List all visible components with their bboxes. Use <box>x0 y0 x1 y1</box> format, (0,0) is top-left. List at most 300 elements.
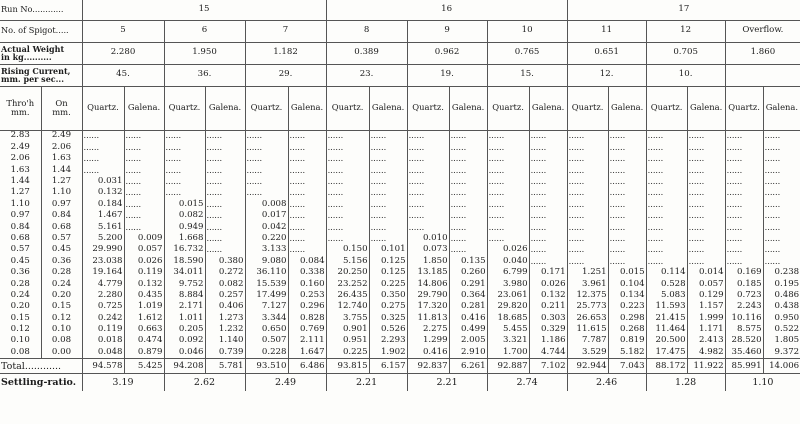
galena-cell: 0.828 <box>288 313 326 324</box>
quartz-cell: 18.590 <box>164 256 205 267</box>
galena-cell: ...... <box>449 210 487 221</box>
galena-cell: 0.435 <box>124 290 164 301</box>
table-row <box>0 256 800 267</box>
galena-cell: ...... <box>205 165 245 176</box>
quartz-cell: ...... <box>82 130 124 142</box>
galena-cell: ...... <box>763 222 800 233</box>
settling-label: Settling-ratio. <box>1 377 77 389</box>
thro-cell: 0.57 <box>10 244 30 255</box>
galena-header: Galena. <box>529 86 567 130</box>
galena-cell: 0.015 <box>608 267 646 278</box>
quartz-cell: ...... <box>725 176 763 187</box>
quartz-cell: ...... <box>487 176 529 187</box>
galena-cell: ...... <box>763 142 800 153</box>
quartz-cell: ...... <box>326 176 369 187</box>
quartz-cell: 9.752 <box>164 279 205 290</box>
table-row <box>0 176 800 187</box>
galena-cell: ...... <box>124 153 164 164</box>
galena-header: Galena. <box>205 86 245 130</box>
galena-cell: ...... <box>124 130 164 142</box>
galena-cell: 1.232 <box>205 324 245 335</box>
galena-cell: ...... <box>529 187 567 198</box>
quartz-header: Quartz. <box>725 86 763 130</box>
quartz-header: Quartz. <box>567 86 608 130</box>
table-row <box>0 347 800 359</box>
galena-cell: ...... <box>763 210 800 221</box>
table-row <box>0 336 800 347</box>
rising-current-row <box>0 64 800 86</box>
spigot-8: 8 <box>326 20 407 42</box>
quartz-cell: ...... <box>82 142 124 153</box>
galena-cell: ...... <box>608 244 646 255</box>
galena-cell: 0.526 <box>369 324 407 335</box>
on-cell: 0.84 <box>41 210 82 221</box>
quartz-cell: ...... <box>567 244 608 255</box>
on-cell: 1.44 <box>41 165 82 176</box>
quartz-cell: 17.475 <box>646 347 687 359</box>
galena-cell: 1.612 <box>124 313 164 324</box>
rising-value: 29. <box>245 64 326 86</box>
galena-cell: 0.416 <box>449 313 487 324</box>
on-cell: 0.10 <box>41 324 82 335</box>
galena-cell: ...... <box>124 210 164 221</box>
galena-cell: ...... <box>608 199 646 210</box>
quartz-cell: 0.046 <box>164 347 205 359</box>
quartz-cell: 14.806 <box>407 279 449 290</box>
galena-cell: 0.260 <box>449 267 487 278</box>
galena-cell: 0.225 <box>369 279 407 290</box>
thro-cell: 0.45 <box>10 255 30 266</box>
run-17: 17 <box>567 0 800 20</box>
quartz-cell: 11.615 <box>567 324 608 335</box>
thro-cell: 1.44 <box>10 176 30 186</box>
galena-cell: 0.291 <box>449 279 487 290</box>
quartz-cell: ...... <box>725 130 763 142</box>
galena-cell: 0.281 <box>449 301 487 312</box>
quartz-cell: ...... <box>326 142 369 153</box>
quartz-cell: ...... <box>82 165 124 176</box>
quartz-cell: ...... <box>567 165 608 176</box>
quartz-cell: ...... <box>646 176 687 187</box>
thro-cell: 0.20 <box>10 301 30 312</box>
rising-value: 12. <box>567 64 646 86</box>
on-cell: 1.10 <box>41 187 82 198</box>
galena-cell: ...... <box>369 153 407 164</box>
quartz-cell: ...... <box>245 165 288 176</box>
quartz-cell: 3.529 <box>567 347 608 359</box>
galena-cell: 0.486 <box>763 290 800 301</box>
column-header-row <box>0 86 800 130</box>
galena-cell: 2.005 <box>449 336 487 347</box>
galena-cell: ...... <box>687 176 725 187</box>
weight-value: 1.950 <box>164 42 245 64</box>
on-cell: 1.63 <box>41 153 82 164</box>
galena-cell: 4.744 <box>529 347 567 359</box>
table-row <box>0 324 800 335</box>
galena-header: Galena. <box>608 86 646 130</box>
galena-cell: ...... <box>124 199 164 210</box>
quartz-cell: 0.031 <box>82 176 124 187</box>
quartz-cell: ...... <box>407 130 449 142</box>
quartz-cell: 0.114 <box>646 267 687 278</box>
thro-cell: 0.28 <box>10 278 30 289</box>
total-cell: 92.887 <box>487 359 529 374</box>
quartz-cell: 0.528 <box>646 279 687 290</box>
table-row <box>0 279 800 290</box>
rising-label-line-1: Rising Current, <box>1 65 71 76</box>
spigot-9: 9 <box>407 20 487 42</box>
galena-cell: 0.057 <box>124 244 164 255</box>
quartz-cell: ...... <box>326 130 369 142</box>
quartz-cell: ...... <box>326 199 369 210</box>
quartz-cell: 0.073 <box>407 244 449 255</box>
rising-value: 23. <box>326 64 407 86</box>
galena-cell: ...... <box>124 222 164 233</box>
quartz-cell: 1.668 <box>164 233 205 244</box>
quartz-cell: 11.813 <box>407 313 449 324</box>
galena-cell: ...... <box>529 153 567 164</box>
galena-cell: 0.132 <box>529 290 567 301</box>
quartz-cell: 0.725 <box>82 301 124 312</box>
quartz-header: Quartz. <box>245 86 288 130</box>
rising-value <box>725 64 800 86</box>
quartz-cell: 0.017 <box>245 210 288 221</box>
quartz-cell: ...... <box>487 210 529 221</box>
rising-value: 19. <box>407 64 487 86</box>
quartz-cell: ...... <box>487 199 529 210</box>
quartz-cell: ...... <box>407 199 449 210</box>
galena-cell: ...... <box>608 142 646 153</box>
galena-cell: ...... <box>449 187 487 198</box>
galena-cell: ...... <box>763 199 800 210</box>
settling-value: 2.46 <box>567 374 646 392</box>
total-cell: 93.815 <box>326 359 369 374</box>
quartz-cell: 13.185 <box>407 267 449 278</box>
thro-cell: 0.36 <box>10 267 30 278</box>
rising-value: 15. <box>487 64 567 86</box>
galena-cell: 0.253 <box>288 290 326 301</box>
galena-cell: 0.026 <box>124 256 164 267</box>
galena-cell: ...... <box>449 142 487 153</box>
galena-cell: 0.132 <box>124 279 164 290</box>
quartz-cell: ...... <box>646 244 687 255</box>
quartz-header: Quartz. <box>646 86 687 130</box>
quartz-cell: 7.127 <box>245 301 288 312</box>
galena-cell: 2.293 <box>369 336 407 347</box>
quartz-cell: 0.010 <box>407 233 449 244</box>
quartz-cell: 26.653 <box>567 313 608 324</box>
galena-cell: 0.663 <box>124 324 164 335</box>
galena-cell: 5.182 <box>608 347 646 359</box>
quartz-cell: 9.080 <box>245 256 288 267</box>
weight-value: 0.389 <box>326 42 407 64</box>
total-cell: 6.486 <box>288 359 326 374</box>
table-row <box>0 130 800 142</box>
galena-cell: 0.125 <box>369 267 407 278</box>
quartz-cell: ...... <box>725 244 763 255</box>
weight-row <box>0 42 800 64</box>
quartz-cell: 20.500 <box>646 336 687 347</box>
quartz-cell: ...... <box>646 256 687 267</box>
run-no-label: Run No............ <box>0 0 82 20</box>
on-cell: 0.15 <box>41 301 82 312</box>
on-cell: 0.00 <box>41 347 82 359</box>
quartz-cell: 3.133 <box>245 244 288 255</box>
quartz-cell: ...... <box>487 187 529 198</box>
quartz-cell: 35.460 <box>725 347 763 359</box>
on-cell: 0.20 <box>41 290 82 301</box>
quartz-cell: 2.275 <box>407 324 449 335</box>
quartz-cell: ...... <box>407 153 449 164</box>
galena-cell: ...... <box>763 244 800 255</box>
thro-cell: 2.49 <box>10 141 30 152</box>
galena-cell: ...... <box>608 233 646 244</box>
galena-cell: ...... <box>124 165 164 176</box>
thro-cell: 2.06 <box>10 153 30 164</box>
galena-cell: ...... <box>369 165 407 176</box>
quartz-cell: ...... <box>164 187 205 198</box>
galena-cell: 0.474 <box>124 336 164 347</box>
thro-cell: 0.84 <box>10 221 30 232</box>
quartz-cell: ...... <box>567 187 608 198</box>
quartz-cell: 0.040 <box>487 256 529 267</box>
quartz-cell: 3.344 <box>245 313 288 324</box>
thro-cell: 0.15 <box>10 312 30 323</box>
quartz-cell: 3.321 <box>487 336 529 347</box>
on-cell: 0.08 <box>41 336 82 347</box>
quartz-cell: ...... <box>646 187 687 198</box>
galena-cell: ...... <box>687 256 725 267</box>
table-row <box>0 267 800 278</box>
quartz-cell: ...... <box>407 176 449 187</box>
quartz-cell: 11.593 <box>646 301 687 312</box>
galena-cell: ...... <box>449 165 487 176</box>
galena-cell: ...... <box>687 222 725 233</box>
total-label: Total............ <box>0 359 82 374</box>
total-cell: 94.578 <box>82 359 124 374</box>
galena-header: Galena. <box>369 86 407 130</box>
galena-cell: 0.303 <box>529 313 567 324</box>
quartz-cell: 0.132 <box>82 187 124 198</box>
quartz-cell: 0.082 <box>164 210 205 221</box>
thro-cell: 0.97 <box>10 210 30 221</box>
settling-value: 2.49 <box>245 374 326 392</box>
quartz-cell: ...... <box>326 165 369 176</box>
quartz-cell: ...... <box>164 130 205 142</box>
rising-label-line-2: mm. per sec... <box>1 74 65 84</box>
galena-cell: 0.296 <box>288 301 326 312</box>
quartz-cell: ...... <box>567 233 608 244</box>
galena-cell: 0.769 <box>288 324 326 335</box>
galena-cell: ...... <box>449 244 487 255</box>
quartz-cell: ...... <box>725 142 763 153</box>
galena-cell: ...... <box>763 187 800 198</box>
galena-cell: 0.268 <box>608 324 646 335</box>
quartz-cell: 2.243 <box>725 301 763 312</box>
spigot-6: 6 <box>164 20 245 42</box>
on-cell: 0.12 <box>41 313 82 324</box>
quartz-cell: ...... <box>646 153 687 164</box>
galena-cell: ...... <box>763 233 800 244</box>
galena-cell: ...... <box>608 256 646 267</box>
quartz-cell: ...... <box>725 165 763 176</box>
weight-value: 0.651 <box>567 42 646 64</box>
galena-cell: ...... <box>608 130 646 142</box>
on-cell: 0.57 <box>41 233 82 244</box>
galena-cell: ...... <box>369 233 407 244</box>
galena-cell: 0.057 <box>687 279 725 290</box>
galena-cell: ...... <box>369 187 407 198</box>
galena-cell: ...... <box>288 153 326 164</box>
table-row <box>0 244 800 255</box>
on-unit: mm. <box>52 107 71 117</box>
quartz-cell: ...... <box>326 222 369 233</box>
quartz-cell: 0.242 <box>82 313 124 324</box>
rising-value: 10. <box>646 64 725 86</box>
quartz-cell: 1.850 <box>407 256 449 267</box>
quartz-cell: 8.884 <box>164 290 205 301</box>
galena-cell: 0.082 <box>205 279 245 290</box>
total-cell: 7.043 <box>608 359 646 374</box>
galena-cell: 0.272 <box>205 267 245 278</box>
quartz-cell: 29.820 <box>487 301 529 312</box>
table-row <box>0 187 800 198</box>
quartz-cell: 6.799 <box>487 267 529 278</box>
galena-cell: ...... <box>205 153 245 164</box>
on-cell: 0.36 <box>41 256 82 267</box>
spigot-row <box>0 20 800 42</box>
quartz-header: Quartz. <box>326 86 369 130</box>
galena-cell: ...... <box>449 153 487 164</box>
quartz-cell: ...... <box>164 165 205 176</box>
rising-value: 45. <box>82 64 164 86</box>
galena-cell: ...... <box>529 142 567 153</box>
galena-header: Galena. <box>763 86 800 130</box>
quartz-cell: ...... <box>725 153 763 164</box>
quartz-cell: ...... <box>487 142 529 153</box>
table-row <box>0 313 800 324</box>
spigot-12: 12 <box>646 20 725 42</box>
spigot-7: 7 <box>245 20 326 42</box>
table-row <box>0 222 800 233</box>
thro-cell: 2.83 <box>10 130 30 141</box>
total-cell: 92.837 <box>407 359 449 374</box>
total-cell: 5.425 <box>124 359 164 374</box>
settling-value: 2.21 <box>326 374 407 392</box>
galena-cell: 1.157 <box>687 301 725 312</box>
galena-cell: ...... <box>288 222 326 233</box>
galena-header: Galena. <box>288 86 326 130</box>
galena-cell: ...... <box>205 199 245 210</box>
galena-cell: 2.910 <box>449 347 487 359</box>
quartz-cell: 12.375 <box>567 290 608 301</box>
quartz-cell: 21.415 <box>646 313 687 324</box>
galena-cell: 1.902 <box>369 347 407 359</box>
galena-cell: ...... <box>124 187 164 198</box>
quartz-cell: 0.026 <box>487 244 529 255</box>
galena-cell: ...... <box>288 233 326 244</box>
galena-cell: 0.950 <box>763 313 800 324</box>
quartz-cell: ...... <box>407 142 449 153</box>
quartz-cell: 20.250 <box>326 267 369 278</box>
total-cell: 7.102 <box>529 359 567 374</box>
quartz-cell: 7.787 <box>567 336 608 347</box>
table-row <box>0 233 800 244</box>
galena-cell: ...... <box>205 233 245 244</box>
galena-cell: 0.364 <box>449 290 487 301</box>
quartz-cell: ...... <box>567 142 608 153</box>
quartz-cell: 1.467 <box>82 210 124 221</box>
total-cell: 14.006 <box>763 359 800 374</box>
quartz-cell: ...... <box>407 165 449 176</box>
thro-cell: 0.10 <box>10 335 30 346</box>
weight-value: 1.860 <box>725 42 800 64</box>
quartz-cell: ...... <box>164 153 205 164</box>
galena-cell: ...... <box>288 142 326 153</box>
spigot-5: 5 <box>82 20 164 42</box>
quartz-cell: 26.435 <box>326 290 369 301</box>
quartz-cell: 23.252 <box>326 279 369 290</box>
galena-cell: ...... <box>608 165 646 176</box>
total-cell: 93.510 <box>245 359 288 374</box>
quartz-cell: 34.011 <box>164 267 205 278</box>
on-cell: 2.06 <box>41 142 82 153</box>
quartz-cell: ...... <box>487 233 529 244</box>
galena-cell: 4.982 <box>687 347 725 359</box>
quartz-header: Quartz. <box>407 86 449 130</box>
quartz-header: Quartz. <box>487 86 529 130</box>
galena-cell: ...... <box>763 165 800 176</box>
settling-value: 2.62 <box>164 374 245 392</box>
quartz-header: Quartz. <box>164 86 205 130</box>
galena-cell: ...... <box>369 222 407 233</box>
quartz-cell: 1.700 <box>487 347 529 359</box>
quartz-cell: 5.200 <box>82 233 124 244</box>
galena-cell: ...... <box>608 153 646 164</box>
quartz-cell: 2.171 <box>164 301 205 312</box>
quartz-cell: 0.008 <box>245 199 288 210</box>
galena-cell: 2.413 <box>687 336 725 347</box>
quartz-cell: 0.042 <box>245 222 288 233</box>
run-row <box>0 0 800 20</box>
on-cell: 0.68 <box>41 222 82 233</box>
spigot-10: 10 <box>487 20 567 42</box>
quartz-cell: 0.951 <box>326 336 369 347</box>
quartz-cell: 1.011 <box>164 313 205 324</box>
table-row <box>0 142 800 153</box>
galena-cell: 0.298 <box>608 313 646 324</box>
galena-cell: ...... <box>529 199 567 210</box>
galena-cell: ...... <box>124 142 164 153</box>
total-cell: 11.922 <box>687 359 725 374</box>
quartz-cell: 36.110 <box>245 267 288 278</box>
quartz-cell: 0.225 <box>326 347 369 359</box>
table-row <box>0 290 800 301</box>
galena-cell: ...... <box>205 222 245 233</box>
thro-cell: 0.08 <box>10 346 30 357</box>
galena-cell: ...... <box>687 187 725 198</box>
quartz-cell: ...... <box>646 199 687 210</box>
quartz-cell: ...... <box>725 199 763 210</box>
galena-cell: ...... <box>763 130 800 142</box>
galena-cell: 0.104 <box>608 279 646 290</box>
quartz-cell: 5.083 <box>646 290 687 301</box>
galena-cell: ...... <box>687 210 725 221</box>
galena-cell: ...... <box>288 130 326 142</box>
settling-ratio-row <box>0 374 800 392</box>
galena-cell: ...... <box>529 130 567 142</box>
quartz-cell: 25.773 <box>567 301 608 312</box>
